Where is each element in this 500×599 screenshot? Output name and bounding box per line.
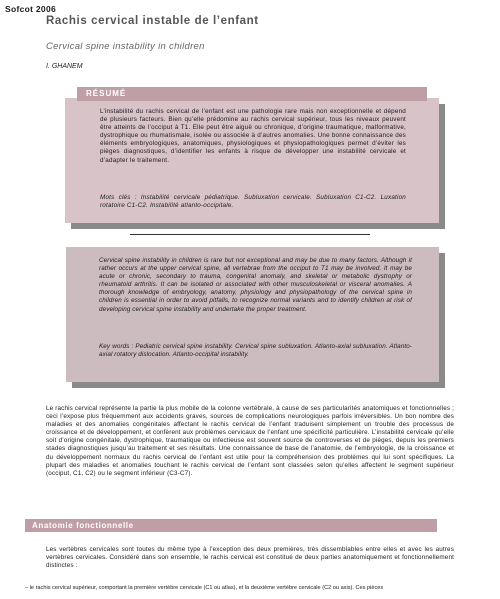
abstract-keywords: Key words : Pediatric cervical spine instability. Cervical spine subluxation. Atlanto-axial subluxation. Atlanto-axial rotatory dislocation. Atlanto-occipital instability. (99, 343, 412, 359)
abstract-body: Cervical spine instability in children is rare but not exceptional and may be due to many factors. Although it rather occurs at the upper cervical spine, all vertebrae from the occiput to T1 may be involved. It may be acute or chronic, secondary to trauma, congenital anomaly, and skeletal or metabolic dystrophy or rheumatoid arthritis. It can be isolated or associated with other musculoskeletal or visceral anomalies. A thorough knowledge of embryology, anatomy, physiology and physiopathology of the cervical spine in children is essential in order to avoid pitfalls, to recognize normal variants and to identify children at risk of developing cervical spine instability and undertake the proper treatment. (99, 257, 412, 313)
article-subtitle: Cervical spine instability in children (46, 41, 205, 52)
journal-header: Sofcot 2006 (5, 4, 57, 14)
resume-heading: RÉSUMÉ (77, 87, 427, 101)
bullet-item: – le rachis cervical supérieur, comportant la première vertèbre cervicale (C1 ou atlas), et la deuxième vertèbre cervicale (C2 ou axis). Ces pièces (25, 585, 384, 591)
section-paragraph: Les vertèbres cervicales sont toutes du même type à l’exception des deux premières, très dissemblables entre elles et avec les autres vertèbres cervicales. Considéré dans son ensemble, le rachis cervical est constitué de deux parties anatomiquement et fonctionnellement distinctes : (46, 546, 454, 570)
resume-body: L’instabilité du rachis cervical de l’enfant est une pathologie rare mais non exceptionnelle et dépend de plusieurs facteurs. Bien qu’elle prédomine au rachis cervical supérieur, tous les niveaux peuvent être atteints de l’occiput à T1. Elle peut être aiguë ou chronique, d’origine traumatique, malformative, dystrophique ou rhumatismale, isolée ou associée à d’autres anomalies. Une bonne connaissance des éléments embryologiques, anatomiques, physiologiques et physiopathologiques permet d’éviter les pièges diagnostiques, d’identifier les enfants à risque de développer une instabilité cervicale et d’adapter le traitement. (100, 108, 406, 164)
article-author: I. GHANEM (46, 63, 83, 70)
resume-box (65, 89, 439, 223)
intro-paragraph: Le rachis cervical représente la partie la plus mobile de la colonne vertébrale, à cause de ses particularités anatomiques et fonctionnelles ; ceci l’expose plus fréquemment aux accidents graves, sources de complications neurologiques parfois irréversibles. Un bon nombre des maladies et des anomalies congénitales affectant le rachis cervical de l’enfant traduisent simplement un trouble des processus de croissance et de développement, et confèrent aux problèmes cervicaux de l’enfant une spécificité particulière. L’instabilité cervicale qu’elle soit d’origine congénitale, dystrophique, traumatique ou infectieuse est souvent source de controverses et de pièges, depuis les premiers stades diagnostiques jusqu’au traitement et ses résultats. Une connaissance de base de l’anatomie, de l’embryologie, de la croissance et du développement normaux du rachis cervical de l’enfant est utile pour la compréhension des problèmes qui lui sont spécifiques. La plupart des maladies et anomalies touchant le rachis cervical de l’enfant sont classées selon qu’elles affectent le segment supérieur (occiput, C1, C2) ou le segment inférieur (C3-C7). (46, 405, 454, 477)
section-divider (130, 234, 370, 235)
article-title: Rachis cervical instable de l’enfant (46, 15, 259, 27)
resume-keywords: Mots clés : Instabilité cervicale pédiatrique. Subluxation cervicale. Subluxation C1-C2. Luxation rotatoire C1-C2. Instabilité atlanto-occipitale. (100, 194, 406, 210)
section-heading-anatomie: Anatomie fonctionnelle (25, 519, 437, 532)
abstract-box (66, 247, 439, 382)
